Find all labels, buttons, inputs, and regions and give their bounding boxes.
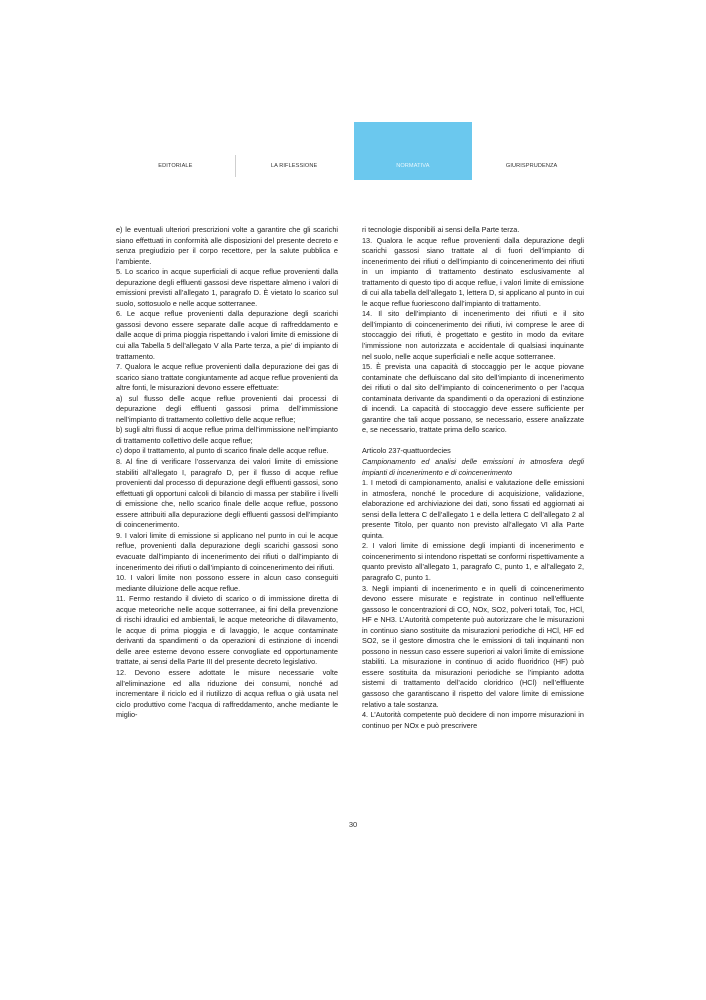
tab-normativa[interactable] xyxy=(354,122,473,180)
tab-editoriale[interactable] xyxy=(116,122,235,180)
page-number: 30 xyxy=(348,820,358,829)
paragraph: 12. Devono essere adottate le misure necessarie volte all’eliminazione ed alla riduzione dei consumi, nonché ad incrementare il riciclo ed il riutilizzo di acqua reflua o già usata nel ciclo produttivo come l’acqua di raffreddamento, anche mediante le miglio- xyxy=(116,667,338,720)
paragraph: 14. Il sito dell’impianto di incenerimento dei rifiuti e il sito dell’impianto di coincenerimento dei rifiuti, ivi comprese le aree di stoccaggio dei rifiuti, è progettato e gestito in modo da evitare l’immissione non autorizzata e accidentale di qualsiasi inquinante nel suolo, nelle acque superficiali e nelle acque sotterranee. xyxy=(362,309,584,361)
paragraph: 11. Fermo restando il divieto di scarico o di immissione diretta di acque meteoriche nelle acque sotterranee, ai fini della prevenzione di rischi idraulici ed ambientali, le acque meteoriche di dilavamento, le acque di prima pioggia e di lavaggio, le acque contaminate derivanti da spandimenti o da operazioni di estinzione di incendi delle aree esterne devono essere convogliate ed opportunamente trattate, ai sensi della Parte III del presente decreto legislativo. xyxy=(116,594,338,667)
paragraph: 6. Le acque reflue provenienti dalla depurazione degli scarichi gassosi devono essere separate dalle acque di raffreddamento e dalle acque di prima pioggia rispettando i valori limite di emissione di cui alla Tabella 5 dell’allegato V alla Parte terza, a pie’ di impianto di trattamento. xyxy=(116,309,338,361)
paragraph: c) dopo il trattamento, al punto di scarico finale delle acque reflue. xyxy=(116,446,329,456)
paragraph: 8. Al fine di verificare l’osservanza dei valori limite di emissione stabiliti all’allegato I, paragrafo D, per il flusso di acque reflue provenienti dal processo di depurazione degli effluenti gassosi, sono effettuati gli opportuni calcoli di bilancio di massa per stabilire i livelli di emissione che, nello scarico finale delle acque reflue, possono essere attribuiti alla depurazione degli effluenti gassosi dell’impianto di coincenerimento. xyxy=(116,457,338,530)
paragraph: 4. L’Autorità competente può decidere di non imporre misurazioni in continuo per NOx e può prescrivere xyxy=(362,710,584,730)
paragraph: e) le eventuali ulteriori prescrizioni volte a garantire che gli scarichi siano effettuati in conformità alle disposizioni del presente decreto e senza pregiudizio per il corpo recettore, per la salute pubblica e l’ambiente. xyxy=(116,225,338,266)
tab-label: LA RIFLESSIONE xyxy=(270,163,318,169)
article-title: Articolo 237-quattuordecies xyxy=(362,446,451,456)
paragraph: 7. Qualora le acque reflue provenienti dalla depurazione dei gas di scarico siano trattate congiuntamente ad acque reflue provenienti da altre fonti, le misurazioni devono essere effettuate: xyxy=(116,362,338,393)
paragraph: 3. Negli impianti di incenerimento e in quelli di coincenerimento devono essere misurate e registrate in continuo nell’effluente gassoso le concentrazioni di CO, NOx, SO2, polveri totali, Toc, HCl, HF e NH3. L’Autorità competente può autorizzare che le misurazioni in continuo siano sostituite da misurazioni periodiche di HCl, HF ed SO2, se il gestore dimostra che le emissioni di tali inquinanti non possono in nessun caso essere superiori ai valori limite di emissione stabiliti. La misurazione in continuo di acido fluoridrico (HF) può essere sostituita da misurazioni periodiche se l’impianto adotta sistemi di trattamento dell’acido cloridrico (HCl) nell’effluente gassoso che garantiscano il rispetto del valore limite di emissione relativo a tale sostanza. xyxy=(362,583,584,709)
section-nav xyxy=(116,122,591,180)
paragraph: 10. I valori limite non possono essere in alcun caso conseguiti mediante diluizione delle acque reflue. xyxy=(116,573,338,593)
tab-la-riflessione[interactable] xyxy=(235,122,354,180)
paragraph: 2. I valori limite di emissione degli impianti di incenerimento e coincenerimento si intendono rispettati se conformi rispettivamente a quanto previsto all’allegato 1, paragrafo C, punto 1, e all’allegato 2, paragrafo C, punto 1. xyxy=(362,541,584,582)
paragraph: 9. I valori limite di emissione si applicano nel punto in cui le acque reflue, provenienti dalla depurazione degli scarichi gassosi sono evacuate dall’impianto di incenerimento dei rifiuti o dall’impianto di incenerimento dei rifiuti o dall’impianto di coincenerimento dei rifiuti. xyxy=(116,530,338,572)
paragraph: 1. I metodi di campionamento, analisi e valutazione delle emissioni in atmosfera, nonché le procedure di acquisizione, validazione, elaborazione ed archiviazione dei dati, sono fissati ed aggiornati ai sensi della lettera C dell’allegato 1 e della lettera C dell’allegato 2 al presente Titolo, per quanto non previsto all’allegato VI alla Parte quinta. xyxy=(362,478,584,540)
paragraph: a) sul flusso delle acque reflue provenienti dai processi di depurazione degli effluenti gassosi prima dell’immissione nell’impianto di trattamento collettivo delle acque reflue; xyxy=(116,393,338,424)
paragraph: ri tecnologie disponibili ai sensi della Parte terza. xyxy=(362,225,520,234)
paragraph: 5. Lo scarico in acque superficiali di acque reflue provenienti dalla depurazione degli effluenti gassosi deve rispettare almeno i valori di emissioni previsti all’allegato 1, paragrafo D. È vietato lo scarico sul suolo, sottosuolo e nelle acque sotterranee. xyxy=(116,267,338,308)
paragraph: 15. È prevista una capacità di stoccaggio per le acque piovane contaminate che defluiscano dal sito dell’impianto di incenerimento dei rifiuti o dal sito dell’impianto di coincenerimento o per l’acqua contaminata derivante da spandimenti o da operazioni di estinzione di incendi. La capacità di stoccaggio deve essere sufficiente per garantire che tali acque possano, se necessario, essere analizzate e, se necessario, trattate prima dello scarico. xyxy=(362,362,584,435)
article-subtitle: Campionamento ed analisi delle emissioni in atmosfera degli impianti di incenerimento e di coincenerimento xyxy=(362,456,584,477)
paragraph: b) sugli altri flussi di acque reflue prima dell’immissione nell’impianto di trattamento collettivo delle acque reflue; xyxy=(116,425,338,445)
tab-giurisprudenza[interactable] xyxy=(472,122,591,180)
tab-label: EDITORIALE xyxy=(158,163,193,169)
right-column xyxy=(362,225,584,731)
paragraph: 13. Qualora le acque reflue provenienti dalla depurazione degli scarichi gassosi siano trattate al di fuori dell’impianto di incenerimento dei rifiuti o dell’impianto di coincenerimento dei rifiuti in un impianto di trattamento destinato esclusivamente al trattamento di questo tipo di acque reflue, i valori limite di emissione di cui alla tabella dell’allegato 1, lettera D, si applicano al punto in cui le acque reflue fuoriescono dall’impianto di trattamento. xyxy=(362,235,584,308)
tab-label: GIURISPRUDENZA xyxy=(505,163,558,169)
left-column xyxy=(116,225,338,721)
tab-label: NORMATIVA xyxy=(396,163,430,169)
